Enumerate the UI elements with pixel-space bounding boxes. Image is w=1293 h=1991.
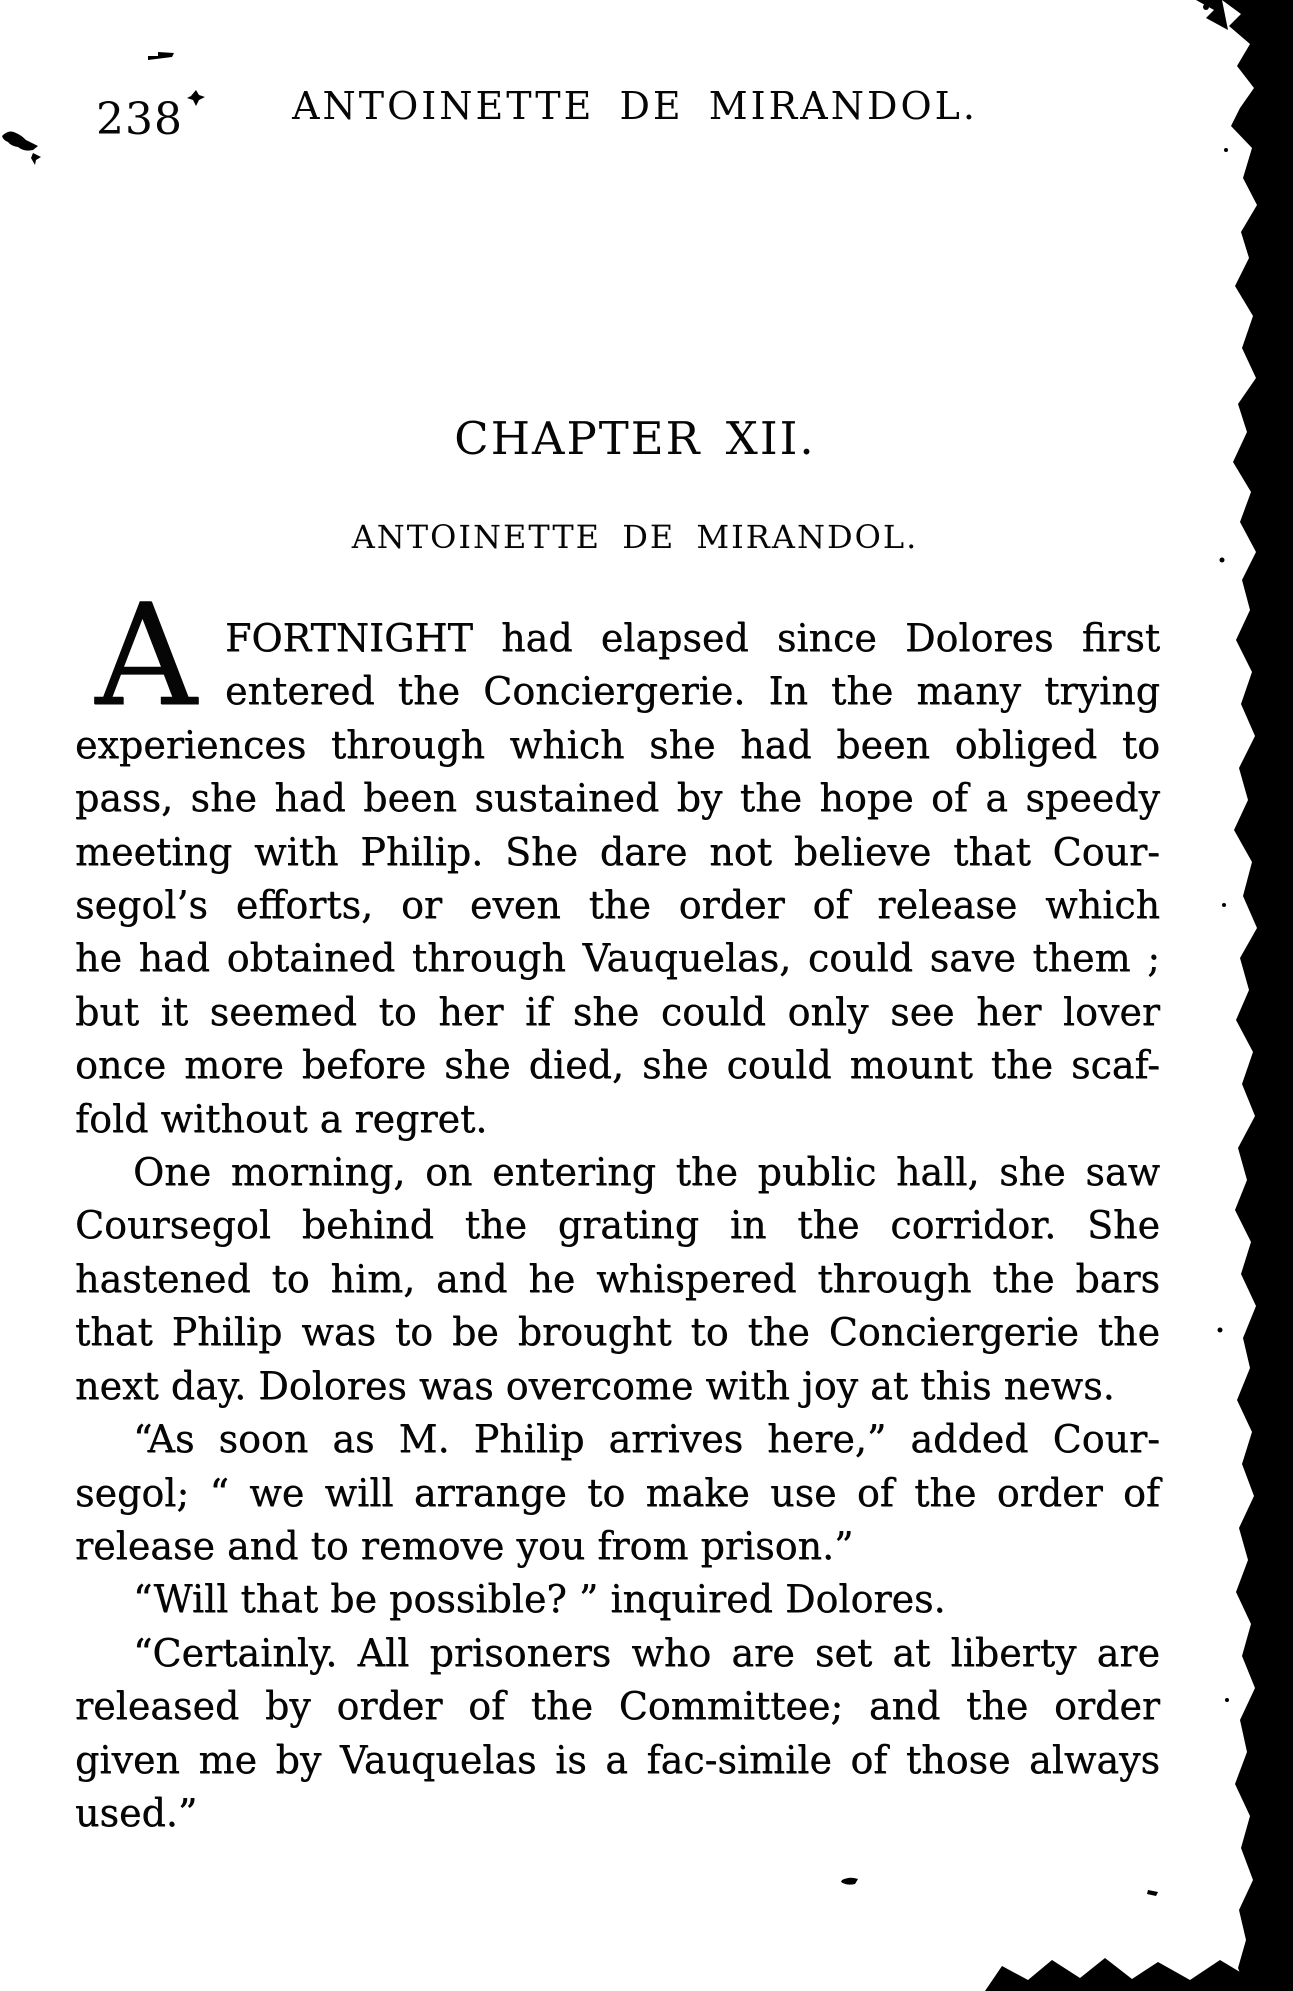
text-line: entered the Conciergerie. In the many trying — [225, 669, 1160, 714]
paragraph — [75, 1573, 1160, 1626]
edge-speck — [1218, 1328, 1223, 1333]
right-edge-tear-band — [1222, 0, 1293, 1991]
text-line: fold without a regret. — [75, 1096, 488, 1141]
edge-speck — [1225, 1698, 1229, 1702]
text-line: used.” — [75, 1790, 198, 1835]
text-line: but it seemed to her if she could only see her lover — [75, 989, 1160, 1034]
text-line: “Will that be possible? ” inquired Dolores. — [133, 1577, 946, 1622]
text-line: hastened to him, and he whispered through the bars — [75, 1256, 1160, 1301]
text-line: Coursegol behind the grating in the corridor. She — [75, 1203, 1160, 1248]
edge-speck — [1222, 903, 1226, 907]
text-line: “As soon as M. Philip arrives here,” added Cour- — [133, 1417, 1160, 1462]
chapter-heading: CHAPTER XII. — [454, 412, 816, 465]
text-line: given me by Vauquelas is a fac-simile of those always — [75, 1737, 1160, 1782]
paragraph — [75, 1146, 1160, 1413]
ink-smudge-top-left — [2, 132, 38, 151]
text-line: One morning, on entering the public hall, she saw — [133, 1150, 1160, 1195]
paragraph — [75, 1413, 1160, 1573]
edge-tendril-top — [1196, 0, 1228, 30]
ink-tick-bottom — [841, 1878, 858, 1885]
text-line: pass, she had been sustained by the hope of a speedy — [75, 776, 1160, 821]
chapter-subtitle: ANTOINETTE DE MIRANDOL. — [351, 518, 919, 556]
text-line: once more before she died, she could mount the scaf- — [75, 1043, 1160, 1088]
ink-speck-bottom-right — [1147, 1890, 1158, 1896]
text-line: FORTNIGHT had elapsed since Dolores first — [225, 616, 1160, 660]
text-line: “Certainly. All prisoners who are set at liberty are — [133, 1630, 1160, 1675]
text-line: meeting with Philip. She dare not believe that Cour- — [75, 829, 1160, 874]
bottom-edge-tear — [985, 1958, 1293, 1991]
text-line: released by order of the Committee; and the order — [75, 1684, 1160, 1729]
text-line: release and to remove you from prison.” — [75, 1523, 854, 1568]
edge-speck — [1203, 4, 1209, 10]
ink-dash-top-left — [148, 52, 174, 60]
edge-speck — [1224, 148, 1228, 152]
text-line: next day. Dolores was overcome with joy at this news. — [75, 1363, 1115, 1408]
drop-cap: A — [95, 574, 197, 738]
paragraph-drop-cap — [75, 612, 1160, 1146]
page-number: 238 — [96, 94, 183, 145]
edge-speck — [1220, 558, 1225, 563]
text-line: he had obtained through Vauquelas, could save them ; — [75, 936, 1160, 981]
text-line: segol; “ we will arrange to make use of the order of — [75, 1470, 1160, 1515]
running-header: ANTOINETTE DE MIRANDOL. — [292, 84, 978, 128]
text-line: segol’s efforts, or even the order of release which — [75, 883, 1160, 928]
text-line: experiences through which she had been obliged to — [75, 722, 1160, 767]
body-text — [75, 574, 1160, 1840]
ink-speck-arrow — [31, 153, 41, 165]
paragraph — [75, 1627, 1160, 1841]
text-line: that Philip was to be brought to the Conciergerie the — [75, 1310, 1160, 1355]
